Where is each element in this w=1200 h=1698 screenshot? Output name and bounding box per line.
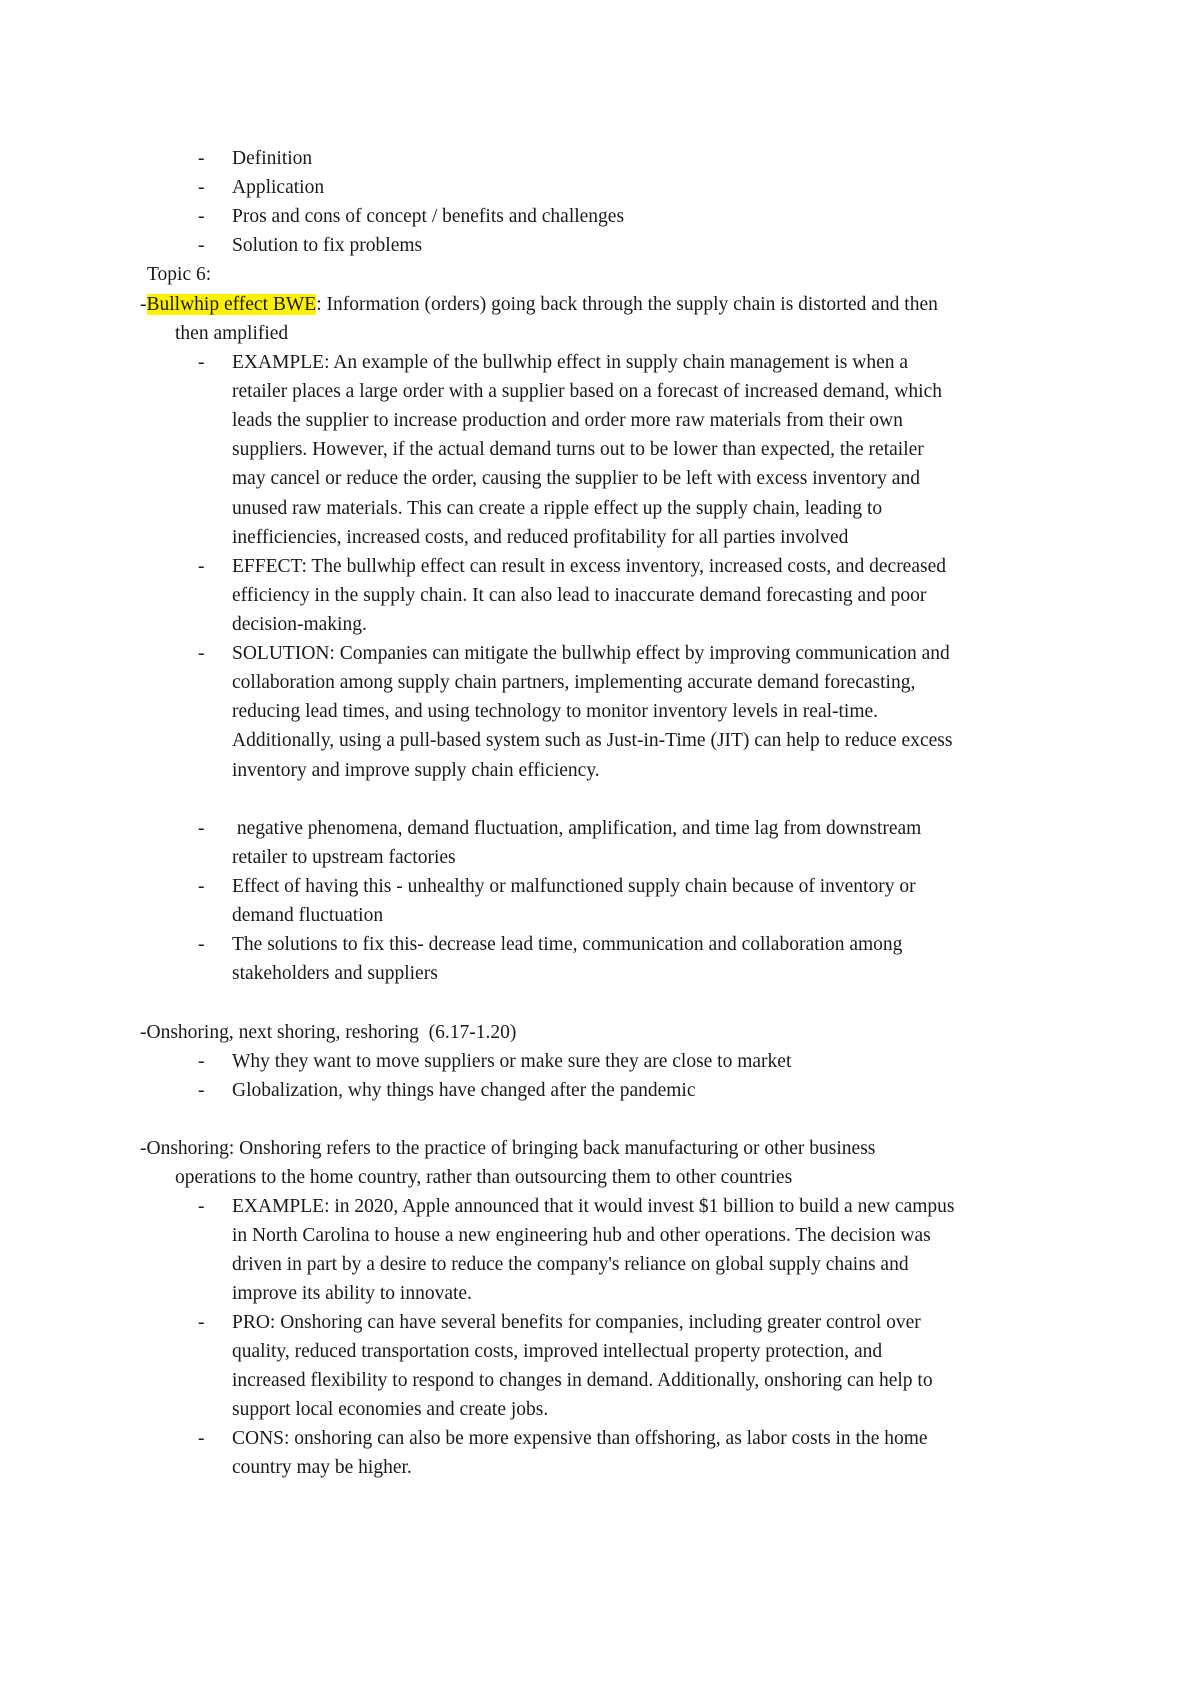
onshoring-example-line: driven in part by a desire to reduce the company's reliance on global supply chains and xyxy=(232,1254,909,1275)
bwe-example-line: inefficiencies, increased costs, and reduced profitability for all parties involved xyxy=(232,527,849,548)
shoring-heading: -Onshoring, next shoring, reshoring (6.17-1.20) xyxy=(140,1022,517,1043)
bwe-effect-line: EFFECT: The bullwhip effect can result in excess inventory, increased costs, and decreased xyxy=(232,556,946,577)
bullet-dash: - xyxy=(198,643,205,664)
bwe-solution-line: SOLUTION: Companies can mitigate the bullwhip effect by improving communication and xyxy=(232,643,950,664)
bullet-dash: - xyxy=(198,876,205,897)
intro-bullet-pros-cons: Pros and cons of concept / benefits and challenges xyxy=(232,206,625,227)
bwe-definition-cont: then amplified xyxy=(175,323,289,344)
bwe-example-line: unused raw materials. This can create a ripple effect up the supply chain, leading to xyxy=(232,498,883,519)
bwe-solution-line: Additionally, using a pull-based system such as Just-in-Time (JIT) can help to reduce excess xyxy=(232,730,953,751)
onshoring-pro-line: quality, reduced transportation costs, improved intellectual property protection, and xyxy=(232,1341,883,1362)
bwe-example-line: leads the supplier to increase production and order more raw materials from their own xyxy=(232,410,903,431)
bullet-dash: - xyxy=(198,352,205,373)
bwe-effect-line: efficiency in the supply chain. It can also lead to inaccurate demand forecasting and poor xyxy=(232,585,927,606)
onshoring-example-line: in North Carolina to house a new engineering hub and other operations. The decision was xyxy=(232,1225,931,1246)
onshoring-pro-line: increased flexibility to respond to changes in demand. Additionally, onshoring can help to xyxy=(232,1370,933,1391)
bwe-definition xyxy=(140,290,938,319)
bullet-dash: - xyxy=(198,206,205,227)
bwe-example-line: EXAMPLE: An example of the bullwhip effect in supply chain management is when a xyxy=(232,352,909,373)
bullet-dash: - xyxy=(198,1080,205,1101)
bwe-prefix: - xyxy=(140,294,147,315)
bwe-definition-text: : Information (orders) going back through the supply chain is distorted and then xyxy=(316,294,938,315)
onshoring-pro-line: support local economies and create jobs. xyxy=(232,1399,549,1420)
bwe-example-line: suppliers. However, if the actual demand turns out to be lower than expected, the retailer xyxy=(232,439,924,460)
bullet-dash: - xyxy=(198,177,205,198)
bullet-dash: - xyxy=(198,1428,205,1449)
onshoring-definition-cont: operations to the home country, rather than outsourcing them to other countries xyxy=(175,1167,793,1188)
bwe-effect-of-having-line: demand fluctuation xyxy=(232,905,384,926)
bwe-solution-line: collaboration among supply chain partners, implementing accurate demand forecasting, xyxy=(232,672,916,693)
onshoring-definition: -Onshoring: Onshoring refers to the practice of bringing back manufacturing or other business xyxy=(140,1138,876,1159)
bwe-effect-of-having-line: Effect of having this - unhealthy or malfunctioned supply chain because of inventory or xyxy=(232,876,916,897)
bwe-effect-line: decision-making. xyxy=(232,614,367,635)
onshoring-example-line: improve its ability to innovate. xyxy=(232,1283,472,1304)
intro-bullet-application: Application xyxy=(232,177,325,198)
bullet-dash: - xyxy=(198,556,205,577)
bullet-dash: - xyxy=(198,235,205,256)
bwe-negative-line: retailer to upstream factories xyxy=(232,847,456,868)
bullet-dash: - xyxy=(198,934,205,955)
bullet-dash: - xyxy=(198,148,205,169)
bwe-solutions-line: stakeholders and suppliers xyxy=(232,963,438,984)
bwe-solution-line: reducing lead times, and using technology to monitor inventory levels in real-time. xyxy=(232,701,879,722)
bwe-solutions-line: The solutions to fix this- decrease lead time, communication and collaboration among xyxy=(232,934,903,955)
bwe-solution-line: inventory and improve supply chain efficiency. xyxy=(232,760,600,781)
bullet-dash: - xyxy=(198,1051,205,1072)
bwe-example-line: retailer places a large order with a supplier based on a forecast of increased demand, which xyxy=(232,381,942,402)
bullet-dash: - xyxy=(198,818,205,839)
onshoring-pro-line: PRO: Onshoring can have several benefits for companies, including greater control over xyxy=(232,1312,921,1333)
onshoring-cons-line: country may be higher. xyxy=(232,1457,412,1478)
bwe-term-highlighted: Bullwhip effect BWE xyxy=(146,294,317,315)
intro-bullet-solution: Solution to fix problems xyxy=(232,235,423,256)
shoring-bullet: Why they want to move suppliers or make sure they are close to market xyxy=(232,1051,792,1072)
onshoring-cons-line: CONS: onshoring can also be more expensive than offshoring, as labor costs in the home xyxy=(232,1428,928,1449)
topic-heading: Topic 6: xyxy=(147,264,212,285)
bullet-dash: - xyxy=(198,1196,205,1217)
bwe-example-line: may cancel or reduce the order, causing the supplier to be left with excess inventory and xyxy=(232,468,920,489)
bwe-negative-line: negative phenomena, demand fluctuation, amplification, and time lag from downstream xyxy=(232,818,922,839)
bullet-dash: - xyxy=(198,1312,205,1333)
shoring-bullet: Globalization, why things have changed after the pandemic xyxy=(232,1080,696,1101)
intro-bullet-definition: Definition xyxy=(232,148,313,169)
onshoring-example-line: EXAMPLE: in 2020, Apple announced that it would invest $1 billion to build a new campus xyxy=(232,1196,955,1217)
